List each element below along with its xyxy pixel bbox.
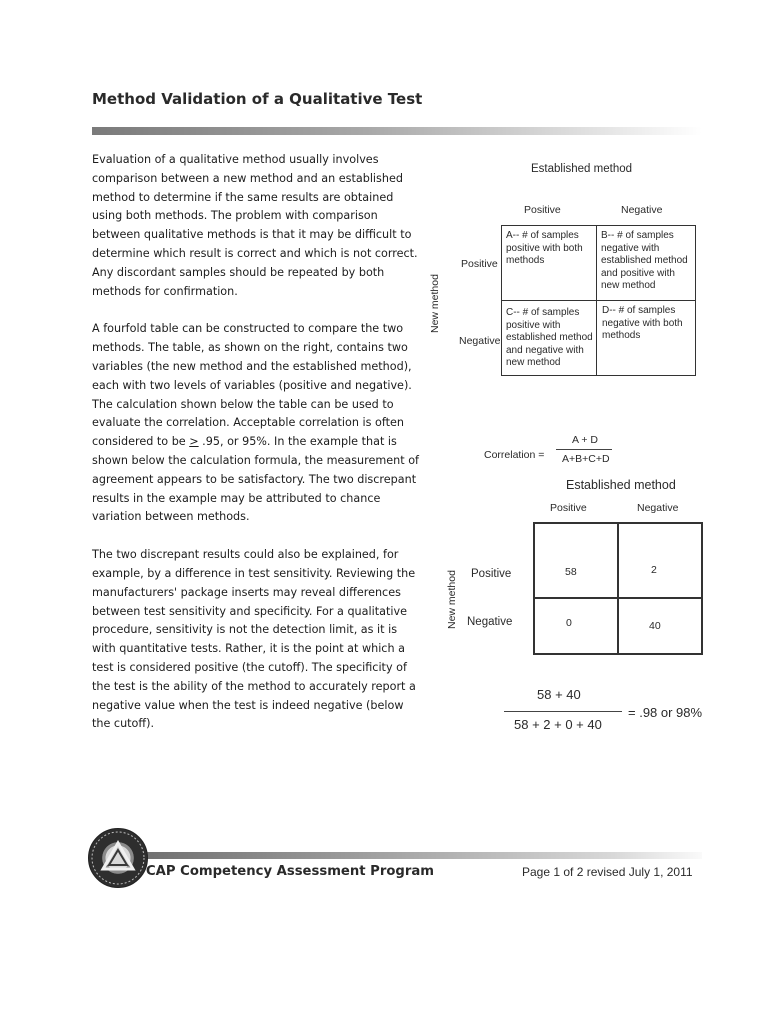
table1-row-negative: Negative	[459, 335, 501, 347]
calc-denominator: 58 + 2 + 0 + 40	[514, 717, 602, 732]
calc-numerator: 58 + 40	[537, 687, 581, 702]
table1-border-left	[501, 225, 502, 376]
table2-cell-c: 0	[566, 617, 572, 629]
table2-border-center	[617, 522, 619, 655]
paragraph-2	[92, 320, 422, 527]
table1-border-bottom	[501, 375, 696, 376]
table1-border-top	[501, 225, 696, 226]
calc-result: = .98 or 98%	[628, 705, 703, 720]
cap-seal-graphic	[89, 829, 147, 887]
table1-cell-b: B-- # of samples negative with established method and positive with new method	[601, 230, 688, 291]
footer-divider	[112, 852, 702, 859]
paragraph-2-start: A fourfold table can be constructed to compare the two methods. The table, as shown on the right, contains two variables (the new method and the established method), each with two levels of variables (positive and negative). The calculation shown below the table can be used to evaluate the correlation. Acceptable correlation is often considered to be	[92, 322, 412, 449]
body-text	[92, 151, 422, 753]
table1-header: Established method	[531, 163, 633, 175]
formula-denominator: A+B+C+D	[562, 453, 610, 465]
table2-header: Established method	[566, 478, 676, 492]
table2-row-axis: New method	[446, 570, 458, 630]
table1-col-positive: Positive	[524, 204, 561, 216]
title-divider	[92, 127, 702, 135]
calc-fraction-bar	[504, 711, 622, 712]
table1-cell-c: C-- # of samples positive with established method and negative with new method	[506, 307, 593, 368]
footer-program-name: CAP Competency Assessment Program	[146, 864, 434, 879]
paragraph-1: Evaluation of a qualitative method usually involves comparison between a new method and an established method to determine if the same results are obtained using both methods. The problem with comparison between qualitative methods is that it may be difficult to determine which result is correct and which is not correct. Any discordant samples should be repeated by both methods for confirmation.	[92, 153, 418, 298]
formula-numerator: A + D	[572, 434, 598, 446]
table2-cell-b: 2	[651, 564, 657, 576]
table2-cell-a: 58	[565, 566, 577, 578]
cap-seal-icon	[88, 828, 148, 888]
greater-equal-symbol: >	[189, 435, 199, 449]
table1-cell-d: D-- # of samples negative with both methods	[602, 305, 683, 341]
table2-cell-d: 40	[649, 620, 661, 632]
table2-row-positive: Positive	[471, 568, 512, 580]
table1-row-positive: Positive	[461, 258, 498, 270]
page-title: Method Validation of a Qualitative Test	[92, 90, 423, 108]
table2-border-left	[533, 522, 535, 655]
table2-col-negative: Negative	[637, 502, 679, 514]
formula-fraction-bar	[556, 449, 612, 450]
formula-label: Correlation =	[484, 449, 545, 461]
paragraph-3: The two discrepant results could also be explained, for example, by a difference in test sensitivity. Reviewing the manufacturers' package inserts may reveal differences between test sensitivity and specificity. For a qualitative procedure, sensitivity is not the detection limit, as it is with quantitative tests. Rather, it is the point at which a test is considered positive (the cutoff). The specificity of the test is the ability of the method to accurately report a negative value when the test is indeed negative (below the cutoff).	[92, 548, 416, 731]
footer-page-info: Page 1 of 2 revised July 1, 2011	[522, 865, 693, 879]
table2-col-positive: Positive	[550, 502, 587, 514]
table2-row-negative: Negative	[467, 616, 513, 628]
table1-row-axis: New method	[429, 274, 441, 334]
table1-border-middle	[501, 300, 696, 301]
table1-cell-a: A-- # of samples positive with both methods	[506, 230, 583, 266]
table1-border-right	[695, 225, 696, 376]
table2-border-right	[701, 522, 703, 655]
table1-col-negative: Negative	[621, 204, 663, 216]
table1-border-center	[596, 225, 597, 376]
paragraph-2-end: .95, or 95%. In the example that is shown below the calculation formula, the measurement of agreement appears to be satisfactory. The two discrepant results in the example may be attributed to chance variation between methods.	[92, 435, 419, 524]
